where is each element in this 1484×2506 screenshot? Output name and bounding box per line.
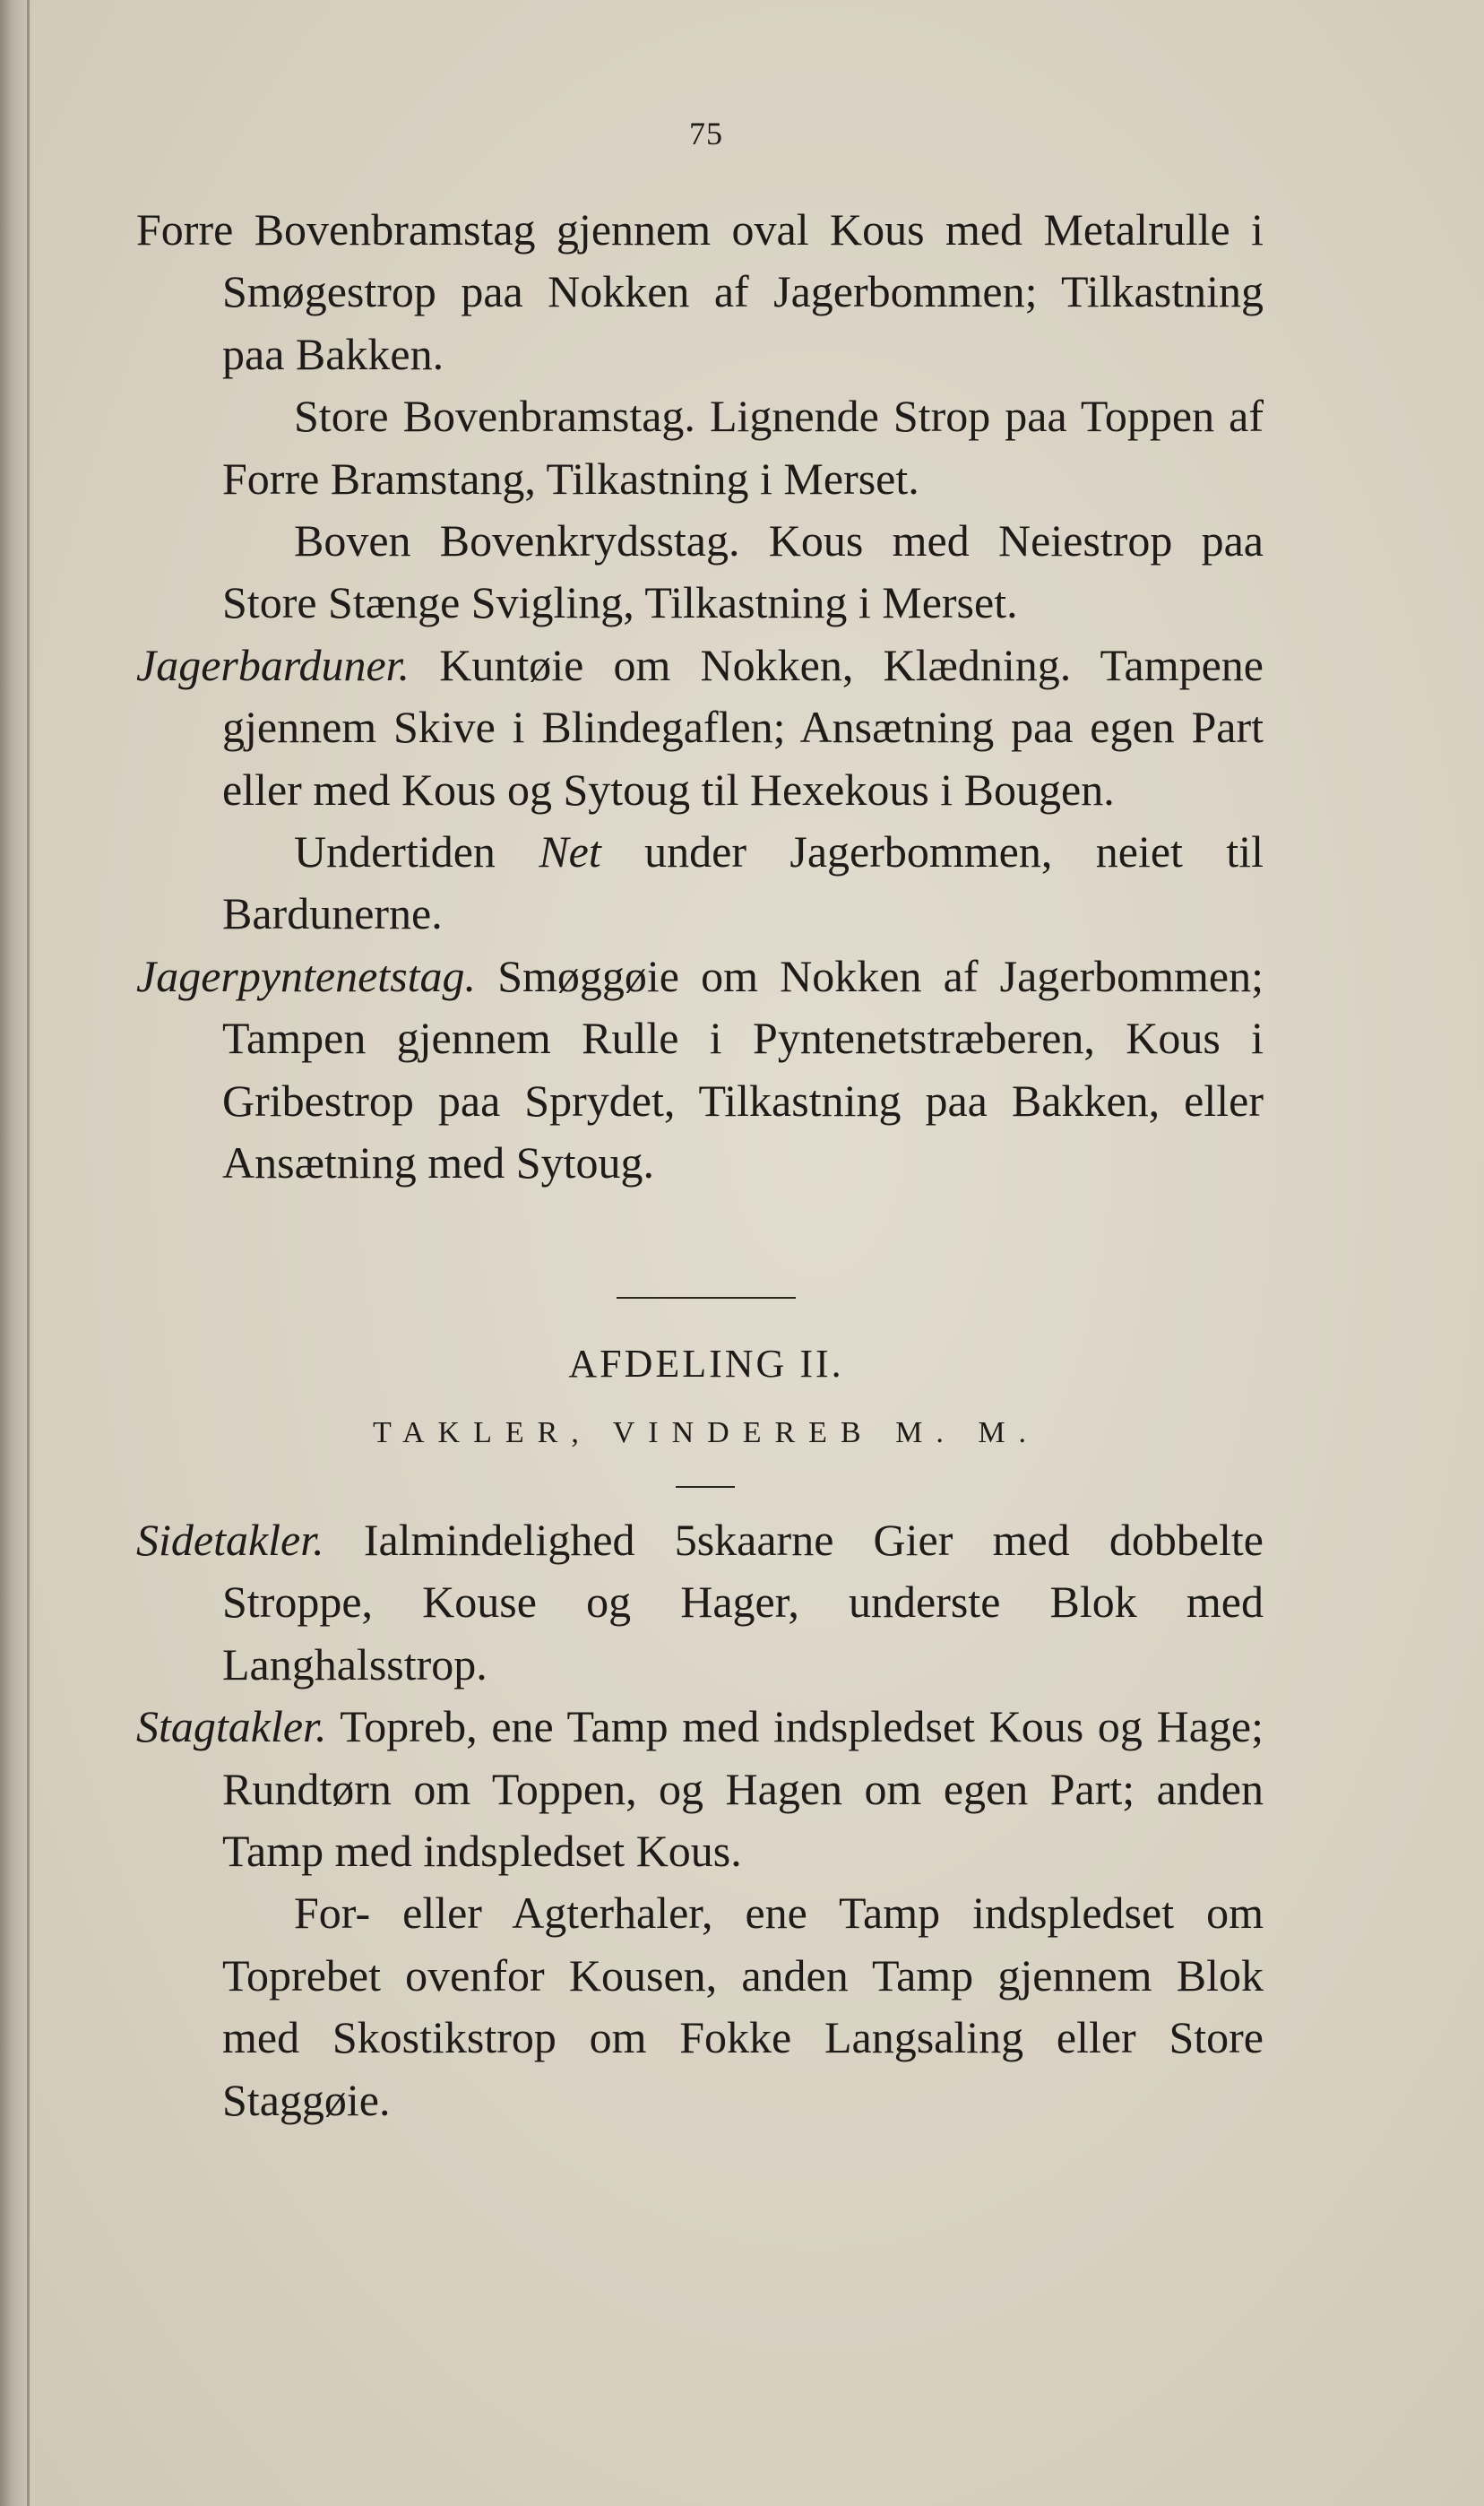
paragraph-text: Ialmindelighed 5skaarne Gier med dobbelte Stroppe, Kouse og Hager, underste Blok med Langhalsstrop. — [222, 1515, 1264, 1689]
paragraph-text: For- eller Agterhaler, ene Tamp indspledset om Toprebet ovenfor Kousen, anden Tamp gjennem Blok med Skostikstrop om Fokke Langsaling eller Store Staggøie. — [222, 1888, 1264, 2125]
term-jagerbarduner: Jagerbarduner. — [136, 639, 410, 690]
paragraph-text: Forre Bovenbramstag gjennem oval Kous med Metalrulle i Smøgestrop paa Nokken af Jagerbommen; Tilkastning paa Bakken. — [136, 204, 1264, 379]
section-subtitle: TAKLER, VINDEREB M. M. — [372, 1416, 1040, 1449]
section-divider-top — [617, 1297, 796, 1299]
paragraph-jagerpyntenetstag — [136, 946, 1264, 1195]
paragraph-text: Topreb, ene Tamp med indspledset Kous og Hage; Rundtørn om Toppen, og Hagen om egen Part; anden Tamp med indspledset Kous. — [222, 1701, 1264, 1877]
page-number: 75 — [689, 116, 723, 151]
term-stagtakler: Stagtakler. — [136, 1701, 327, 1752]
section-1-text — [136, 199, 1264, 1195]
binding-line — [27, 0, 30, 2506]
paragraph-text: Smøggøie om Nokken af Jagerbommen; Tampen gjennem Rulle i Pyntenetstræberen, Kous i Gribestrop paa Sprydet, Tilkastning paa Bakken, eller Ansætning med Sytoug. — [222, 950, 1264, 1188]
term-sidetakler: Sidetakler. — [136, 1515, 324, 1565]
paragraph-for-eller-agterhaler — [136, 1882, 1264, 2131]
section-2-text — [136, 1509, 1264, 2131]
section-title: AFDELING II. — [568, 1342, 844, 1386]
paragraph-text: Undertiden — [294, 826, 539, 877]
paragraph-text: Boven Bovenkrydsstag. Kous med Neiestrop paa Store Stænge Svigling, Tilkastning i Merset. — [222, 515, 1264, 628]
term-net: Net — [539, 826, 601, 877]
paragraph-text: Kuntøie om Nokken, Klædning. Tampene gjennem Skive i Blindegaflen; Ansætning paa egen Part eller med Kous og Sytoug til Hexekous i Bougen. — [222, 639, 1264, 815]
paragraph-forre-bovenbramstag — [136, 199, 1264, 385]
term-jagerpyntenetstag: Jagerpyntenetstag. — [136, 950, 477, 1001]
paragraph-store-bovenbramstag — [136, 385, 1264, 510]
paragraph-text: Store Bovenbramstag. Lignende Strop paa Toppen af Forre Bramstang, Tilkastning i Merset. — [222, 391, 1264, 504]
paragraph-undertiden-net — [136, 821, 1264, 946]
paragraph-sidetakler — [136, 1509, 1264, 1696]
paragraph-text-after: under Jagerbommen, neiet til Bardunerne. — [222, 826, 1264, 939]
paragraph-boven-bovenkrydsstag — [136, 510, 1264, 635]
section-divider-bottom — [676, 1486, 735, 1488]
paragraph-jagerbarduner — [136, 635, 1264, 821]
paragraph-stagtakler — [136, 1696, 1264, 1882]
